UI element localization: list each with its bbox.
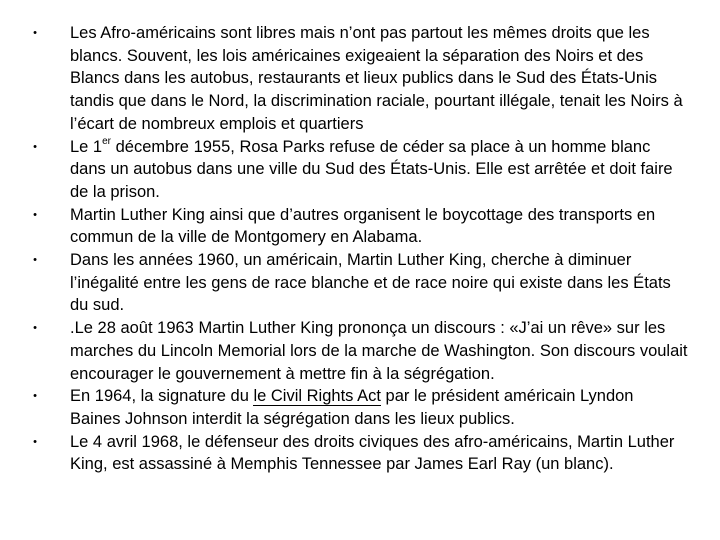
bullet-dot: • xyxy=(33,27,37,39)
bullet-text: Dans les années 1960, un américain, Martin Luther King, cherche à diminuer l’inégalité entre les gens de race blanche et de race noire qui existe dans les États du sud. xyxy=(70,251,671,315)
bullet-text xyxy=(70,138,673,201)
list-item xyxy=(28,204,688,249)
bullet-dot: • xyxy=(33,140,37,153)
bullet-dot: • xyxy=(33,390,37,403)
list-item xyxy=(28,22,688,136)
bullet-dot: • xyxy=(33,435,37,448)
bullet-dot: • xyxy=(33,208,37,221)
bullet-text xyxy=(70,387,633,428)
text-segment: Le 1 xyxy=(70,137,103,156)
list-item xyxy=(28,317,688,385)
bullet-text: .Le 28 août 1963 Martin Luther King prononça un discours : «J’ai un rêve» sur les marches du Lincoln Memorial lors de la marche de Washington. Son discours voulait encourager le gouvernement à mettre fin à la ségrégation. xyxy=(70,319,688,383)
text-segment: En 1964, la signature du xyxy=(70,387,254,406)
bullet-text: Martin Luther King ainsi que d’autres organisent le boycottage des transports en commun de la ville de Montgomery en Alabama. xyxy=(70,205,656,247)
bullet-text: Les Afro-américains sont libres mais n’ont pas partout les mêmes droits que les blancs. Souvent, les lois américaines exigeaient la séparation des Noirs et des Blancs dans les autobus, restaurants et lieux publics dans le Sud des États-Unis tandis que dans le Nord, la discrimination raciale, pourtant illégale, tenait les Noirs à l’écart de nombreux emplois et quartiers xyxy=(70,24,683,133)
list-item xyxy=(28,431,688,476)
bullet-list xyxy=(28,22,688,476)
text-segment: par le président américain Lyndon Baines Johnson interdit la ségrégation dans les lieux publics. xyxy=(70,387,634,428)
list-item xyxy=(28,249,688,317)
list-item xyxy=(28,136,688,204)
bullet-dot: • xyxy=(33,322,37,335)
civil-rights-act-link[interactable]: le Civil Rights Act xyxy=(253,387,381,406)
ordinal-superscript: er xyxy=(102,136,112,148)
bullet-dot: • xyxy=(33,254,37,267)
list-item xyxy=(28,385,688,430)
text-segment: décembre 1955, Rosa Parks refuse de céder sa place à un homme blanc dans un autobus dans une ville du Sud des États-Unis. Elle est arrêtée et doit faire de la prison. xyxy=(70,137,673,201)
bullet-text: Le 4 avril 1968, le défenseur des droits civiques des afro-américains, Martin Luther King, est assassiné à Memphis Tennessee par James Earl Ray (un blanc). xyxy=(70,432,675,474)
